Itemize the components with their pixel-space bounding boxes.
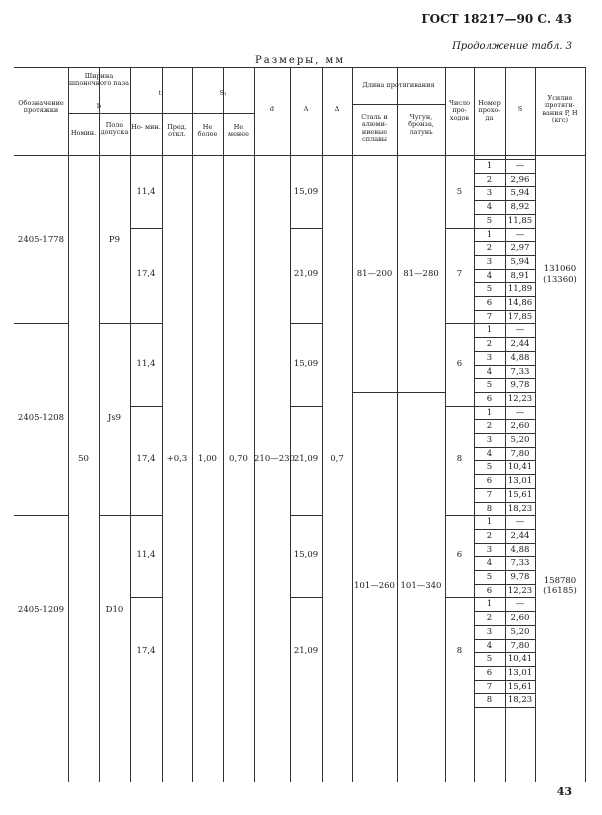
- header-length-title: Длина протягивания: [362, 81, 435, 89]
- pass-row-rule: [474, 597, 535, 598]
- pass-row-rule: [474, 241, 535, 242]
- force-value: 131060 (13360): [543, 264, 577, 285]
- pass-row-rule: [474, 214, 535, 215]
- header-s1-max: Не более: [197, 123, 218, 139]
- continuation-label: Продолжение табл. 3: [452, 41, 572, 52]
- pass-row-rule: [474, 200, 535, 201]
- pass-number-value: 3: [486, 256, 493, 267]
- pass-row-rule: [474, 159, 535, 160]
- designation-value: 2405-1778: [17, 235, 65, 246]
- group-rule: [99, 323, 130, 324]
- length-cast-value: 101—340: [400, 580, 442, 591]
- pass-row-rule: [474, 282, 535, 283]
- s-value: 7,33: [510, 366, 530, 377]
- pass-number-value: 5: [486, 215, 493, 226]
- a-value: 15,09: [293, 550, 319, 561]
- s-value: 5,94: [510, 188, 530, 199]
- pass-number-value: 8: [486, 695, 493, 706]
- header-passes: Число про- ходов: [448, 99, 471, 122]
- pass-number-value: 4: [486, 558, 493, 569]
- s-value: 9,78: [510, 380, 530, 391]
- header-designation: Обозначение протяжки: [18, 99, 64, 115]
- pass-number-value: 1: [486, 161, 493, 171]
- s1-max-value: 1,00: [198, 454, 217, 465]
- column-rule: [162, 67, 163, 782]
- subgroup-rule: [290, 323, 322, 324]
- pass-number-value: 6: [486, 393, 493, 404]
- pass-row-rule: [474, 666, 535, 667]
- s-value: 4,88: [510, 544, 530, 555]
- designation-value: 2405-1209: [17, 605, 65, 616]
- column-rule: [352, 67, 353, 782]
- subgroup-rule: [290, 515, 322, 516]
- pass-number-value: 5: [486, 284, 493, 295]
- subgroup-rule: [290, 228, 322, 229]
- s-value: 8,91: [510, 270, 530, 281]
- subgroup-rule: [290, 597, 322, 598]
- pass-row-rule: [474, 584, 535, 585]
- subgroup-rule: [130, 515, 162, 516]
- tolerance-field-value: D10: [105, 605, 124, 616]
- s-value: 15,61: [507, 681, 533, 692]
- pass-row-rule: [474, 570, 535, 571]
- s-value: —: [515, 325, 525, 336]
- s-value: 14,86: [507, 298, 533, 308]
- s1-min-value: 0,70: [229, 454, 248, 465]
- pass-row-rule: [474, 488, 535, 489]
- header-subrule: [68, 113, 130, 114]
- t1-nominal-value: 11,4: [136, 187, 156, 198]
- pass-row-rule: [474, 502, 535, 503]
- header-subrule: [352, 104, 445, 105]
- pass-row-rule: [474, 392, 535, 393]
- s-value: —: [515, 229, 525, 240]
- pass-row-rule: [474, 323, 535, 324]
- group-rule: [99, 515, 130, 516]
- s-value: 5,20: [510, 435, 530, 445]
- pass-row-rule: [474, 474, 535, 475]
- s-value: 7,80: [510, 640, 530, 651]
- pass-number-value: 2: [486, 613, 493, 624]
- pass-row-rule: [474, 406, 535, 407]
- pass-number-value: 6: [486, 585, 493, 596]
- a-value: 15,09: [293, 187, 319, 198]
- d-value: 210—230: [254, 454, 295, 465]
- pass-number-value: 4: [486, 448, 493, 459]
- pass-number-value: 6: [486, 298, 493, 308]
- pass-number-value: 4: [486, 640, 493, 651]
- passes-value: 6: [456, 358, 463, 369]
- s-value: 12,23: [507, 585, 533, 596]
- column-rule: [99, 67, 100, 782]
- subgroup-rule: [290, 406, 322, 407]
- column-rule: [223, 67, 224, 782]
- subgroup-rule: [130, 406, 162, 407]
- pass-row-rule: [474, 693, 535, 694]
- pass-number-value: 3: [486, 544, 493, 555]
- passes-value: 6: [456, 550, 463, 561]
- header-subrule: [130, 113, 254, 114]
- pass-number-value: 1: [486, 325, 493, 336]
- length-steel-value: 81—200: [356, 269, 393, 280]
- header-d: d: [269, 105, 275, 113]
- column-rule: [130, 67, 131, 782]
- pass-row-rule: [474, 173, 535, 174]
- page-number: 43: [556, 785, 572, 798]
- pass-row-rule: [474, 310, 535, 311]
- passes-value: 8: [456, 454, 463, 465]
- pass-row-rule: [474, 255, 535, 256]
- column-rule: [535, 67, 536, 782]
- pass-row-rule: [474, 515, 535, 516]
- subgroup-rule: [445, 406, 474, 407]
- pass-row-rule: [474, 460, 535, 461]
- pass-number-value: 7: [486, 489, 493, 500]
- pass-number-value: 1: [486, 517, 493, 528]
- s-value: 11,85: [507, 215, 533, 226]
- s-value: 18,23: [507, 503, 533, 514]
- subgroup-rule: [445, 228, 474, 229]
- s-value: 7,80: [510, 448, 530, 459]
- pass-row-rule: [474, 529, 535, 530]
- header-pass-number: Номер прохо- да: [478, 99, 501, 122]
- s-value: 2,97: [510, 243, 530, 254]
- header-t1-nom: Но- мин.: [131, 123, 161, 131]
- s-value: 2,44: [510, 530, 530, 541]
- header-b-symbol: b: [96, 102, 102, 110]
- header-b-nom: Номин.: [70, 129, 97, 137]
- force-value: 158780 (16185): [543, 575, 577, 597]
- length-cast-value: 81—280: [403, 269, 439, 280]
- pass-number-value: 2: [486, 339, 493, 350]
- a-value: 15,09: [293, 358, 319, 369]
- header-b-field: Поле допуска: [100, 121, 129, 137]
- pass-row-rule: [474, 447, 535, 448]
- pass-row-rule: [474, 365, 535, 366]
- b-nominal-value: 50: [78, 454, 89, 465]
- s-value: 13,01: [507, 476, 533, 487]
- s-value: 2,60: [510, 421, 530, 432]
- tolerance-field-value: P9: [108, 235, 121, 246]
- passes-value: 5: [456, 187, 463, 198]
- a-value: 21,09: [293, 646, 319, 657]
- subgroup-rule: [130, 228, 162, 229]
- pass-number-value: 5: [486, 380, 493, 391]
- pass-number-value: 6: [486, 667, 493, 678]
- pass-number-value: 4: [486, 202, 493, 213]
- column-rule: [254, 67, 255, 782]
- pass-row-rule: [474, 296, 535, 297]
- s-value: 18,23: [507, 695, 533, 706]
- pass-number-value: 2: [486, 421, 493, 432]
- s-value: 13,01: [507, 667, 533, 678]
- column-rule: [585, 67, 586, 782]
- pass-number-value: 6: [486, 476, 493, 487]
- a-value: 21,09: [293, 454, 319, 465]
- s-value: —: [515, 161, 525, 171]
- column-rule: [397, 67, 398, 782]
- a-value: 21,09: [293, 269, 319, 280]
- t1-nominal-value: 11,4: [136, 358, 156, 369]
- column-rule: [322, 67, 323, 782]
- pass-number-value: 8: [486, 503, 493, 514]
- pass-row-rule: [474, 543, 535, 544]
- header-length-cast: Чугун, бронза, латунь: [408, 113, 434, 136]
- s-value: 17,85: [507, 311, 533, 322]
- s-value: 2,44: [510, 339, 530, 350]
- passes-value: 7: [456, 269, 463, 280]
- pass-number-value: 4: [486, 270, 493, 281]
- s-value: 9,78: [510, 572, 530, 582]
- s-value: 12,23: [507, 393, 533, 404]
- pass-number-value: 1: [486, 599, 493, 610]
- pass-number-value: 2: [486, 243, 493, 254]
- pass-number-value: 3: [486, 626, 493, 637]
- pass-row-rule: [474, 378, 535, 379]
- header-delta: Δ: [334, 105, 340, 113]
- pass-row-rule: [474, 639, 535, 640]
- header-a: A: [303, 105, 309, 113]
- header-t1-dev: Пред. откл.: [167, 123, 187, 139]
- s-value: 5,94: [510, 256, 530, 267]
- t1-deviation-value: +0,3: [166, 454, 188, 465]
- subgroup-rule: [445, 323, 474, 324]
- t1-nominal-value: 11,4: [136, 550, 156, 561]
- s-value: 11,89: [507, 284, 533, 295]
- header-s1: S₁: [219, 89, 227, 97]
- column-rule: [192, 67, 193, 782]
- column-rule: [290, 67, 291, 782]
- pass-row-rule: [474, 228, 535, 229]
- header-force: Усилие протяги- вания P, Н (кгс): [542, 94, 578, 125]
- pass-number-value: 1: [486, 407, 493, 418]
- pass-row-rule: [474, 611, 535, 612]
- s-value: 7,33: [510, 558, 530, 569]
- s-value: —: [515, 407, 525, 418]
- subgroup-rule: [445, 597, 474, 598]
- pass-row-rule: [474, 186, 535, 187]
- s-value: 10,41: [507, 654, 533, 665]
- page-header: ГОСТ 18217—90 С. 43: [421, 12, 572, 26]
- designation-value: 2405-1208: [17, 413, 65, 424]
- pass-row-rule: [474, 269, 535, 270]
- s-value: 2,60: [510, 613, 530, 624]
- pass-row-rule: [474, 652, 535, 653]
- pass-number-value: 7: [486, 311, 493, 322]
- length-rule: [352, 392, 445, 393]
- pass-row-rule: [474, 680, 535, 681]
- pass-number-value: 7: [486, 681, 493, 692]
- header-s1-min: Не менее: [228, 123, 249, 139]
- pass-row-rule: [474, 419, 535, 420]
- pass-row-rule: [474, 433, 535, 434]
- t1-nominal-value: 17,4: [136, 646, 156, 657]
- column-rule: [68, 67, 69, 782]
- s-value: 10,41: [507, 462, 533, 473]
- pass-number-value: 5: [486, 462, 493, 473]
- s-value: 8,92: [510, 202, 530, 213]
- pass-row-rule: [474, 556, 535, 557]
- header-b-title: Ширина шпоночного паза: [68, 72, 130, 88]
- group-rule: [14, 515, 68, 516]
- passes-value: 8: [456, 646, 463, 657]
- group-rule: [14, 323, 68, 324]
- s-value: 5,20: [510, 626, 530, 637]
- pass-number-value: 3: [486, 435, 493, 445]
- pass-number-value: 5: [486, 572, 493, 582]
- pass-number-value: 2: [486, 530, 493, 541]
- tolerance-field-value: Js9: [107, 413, 122, 424]
- header-t1: t₁: [158, 89, 164, 97]
- length-steel-value: 101—260: [354, 580, 395, 591]
- subgroup-rule: [130, 597, 162, 598]
- t1-nominal-value: 17,4: [136, 269, 156, 280]
- header-s: S: [517, 105, 523, 113]
- header-length-steel: Сталь и алюми- ниевые сплавы: [361, 113, 388, 144]
- pass-row-rule: [474, 337, 535, 338]
- pass-number-value: 3: [486, 188, 493, 199]
- pass-number-value: 3: [486, 352, 493, 363]
- subgroup-rule: [445, 515, 474, 516]
- s-value: 15,61: [507, 489, 533, 500]
- pass-number-value: 2: [486, 174, 493, 185]
- pass-number-value: 5: [486, 654, 493, 665]
- s-value: 4,88: [510, 352, 530, 363]
- delta-value: 0,7: [330, 454, 344, 465]
- pass-row-rule: [474, 625, 535, 626]
- s-value: —: [515, 599, 525, 610]
- pass-row-rule: [474, 707, 535, 708]
- pass-number-value: 4: [486, 366, 493, 377]
- sizes-title: Размеры, мм: [255, 55, 346, 66]
- s-value: —: [515, 517, 525, 528]
- column-rule: [445, 67, 446, 782]
- t1-nominal-value: 17,4: [136, 454, 156, 465]
- subgroup-rule: [130, 323, 162, 324]
- pass-row-rule: [474, 351, 535, 352]
- s-value: 2,96: [510, 174, 530, 185]
- pass-number-value: 1: [486, 229, 493, 240]
